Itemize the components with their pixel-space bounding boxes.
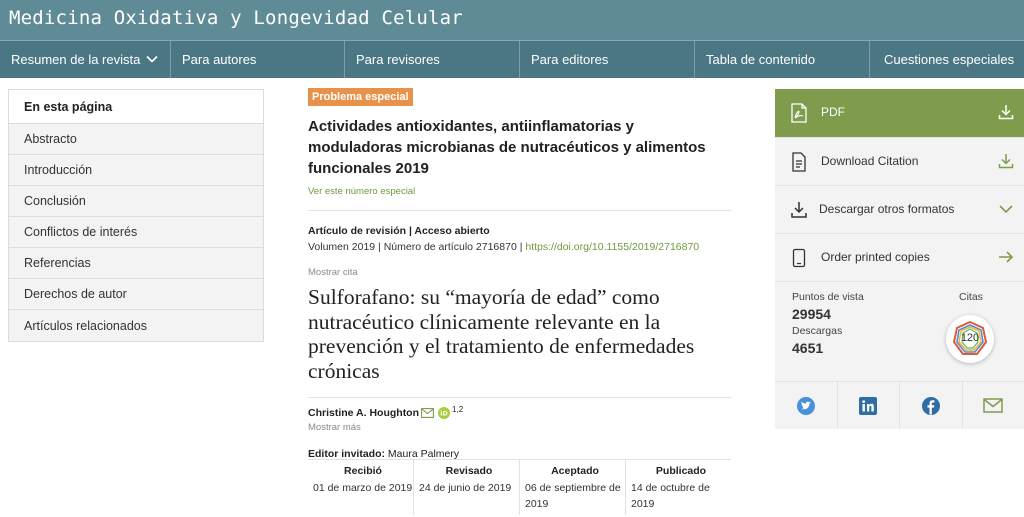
nav-special-issues[interactable] (870, 41, 1024, 78)
main-nav (0, 40, 1024, 78)
date-revised (414, 460, 520, 515)
download-icon (998, 104, 1014, 120)
page-toc (8, 89, 264, 342)
toc-item-copyright[interactable]: Derechos de autor (9, 279, 263, 310)
guest-editor-label: Editor invitado: (308, 448, 385, 460)
nav-for-authors[interactable] (171, 41, 345, 78)
orcid-icon[interactable] (438, 407, 450, 419)
toc-heading: En esta página (9, 90, 263, 124)
nav-journal-overview[interactable] (0, 41, 171, 78)
pdf-button[interactable] (775, 89, 1024, 137)
citation-icon (790, 152, 808, 172)
downloads-value: 4651 (792, 340, 824, 356)
nav-for-editors[interactable] (520, 41, 695, 78)
date-value: 24 de junio de 2019 (419, 482, 512, 494)
linkedin-icon (859, 397, 877, 415)
date-accepted (520, 460, 626, 515)
chevron-down-icon (146, 53, 158, 65)
order-printed-copies-button[interactable] (775, 233, 1024, 281)
share-twitter[interactable] (775, 382, 838, 429)
toc-item-references[interactable]: Referencias (9, 248, 263, 279)
other-formats-label: Descargar otros formatos (819, 202, 955, 216)
nav-label: Cuestiones especiales (884, 52, 1015, 67)
pdf-icon (790, 103, 808, 123)
volume-line (308, 241, 731, 253)
nav-label: Para autores (182, 52, 257, 67)
date-head: Recibió (344, 465, 382, 477)
nav-label: Tabla de contenido (706, 52, 816, 67)
citations-badge[interactable] (946, 315, 994, 363)
tablet-icon (790, 248, 808, 268)
toc-item-introduction[interactable]: Introducción (9, 155, 263, 186)
journal-header (0, 0, 1024, 40)
toc-item-conflicts[interactable]: Conflictos de interés (9, 217, 263, 248)
chevron-down-icon (998, 201, 1014, 217)
show-citation-link[interactable]: Mostrar cita (308, 267, 358, 278)
twitter-icon (796, 396, 816, 416)
author-line (308, 404, 731, 419)
svg-text:iD: iD (440, 409, 448, 418)
nav-label: Para revisores (356, 52, 440, 67)
special-issue-title: Actividades antioxidantes, antiinflamatorias y moduladoras microbianas de nutracéuticos y alimentos funcionales 2019 (308, 118, 706, 177)
date-head: Revisado (445, 465, 493, 477)
author-name[interactable]: Christine A. Houghton (308, 407, 420, 419)
download-icon (790, 200, 808, 220)
article-type: Artículo de revisión | Acceso abierto (308, 225, 490, 237)
date-head: Aceptado (551, 465, 599, 477)
date-value: 14 de octubre de 2019 (631, 482, 710, 510)
citations-label: Citas (959, 291, 983, 303)
share-bar (775, 381, 1024, 429)
views-label: Puntos de vista (792, 291, 864, 303)
arrow-right-icon (998, 249, 1014, 265)
views-value: 29954 (792, 306, 831, 322)
share-facebook[interactable] (900, 382, 963, 429)
date-value: 01 de marzo de 2019 (313, 482, 413, 494)
nav-table-of-contents[interactable] (695, 41, 870, 78)
divider (308, 397, 731, 398)
author-affiliation: 1,2 (452, 404, 464, 414)
download-citation-button[interactable] (775, 137, 1024, 185)
article-title: Sulforafano: su “mayoría de edad” como nutracéutico clínicamente relevante en la prevención y el tratamiento de enfermedades crónicas (308, 285, 695, 383)
doi-link[interactable]: https://doi.org/10.1155/2019/2716870 (525, 241, 700, 253)
toc-item-conclusion[interactable]: Conclusión (9, 186, 263, 217)
mail-icon (983, 398, 1003, 413)
date-value: 06 de septiembre de 2019 (525, 482, 621, 510)
date-published (626, 460, 731, 515)
article-main (308, 87, 731, 510)
share-email[interactable] (963, 382, 1024, 429)
article-sidebar (775, 89, 1024, 429)
toc-item-abstract[interactable]: Abstracto (9, 124, 263, 155)
guest-editor-name[interactable]: Maura Palmery (387, 448, 460, 460)
download-citation-label: Download Citation (821, 154, 919, 168)
nav-for-reviewers[interactable] (345, 41, 520, 78)
nav-label: Resumen de la revista (11, 52, 141, 67)
mail-icon[interactable] (421, 408, 434, 418)
divider (308, 210, 731, 211)
date-received (308, 460, 414, 515)
other-formats-button[interactable] (775, 185, 1024, 233)
share-linkedin[interactable] (838, 382, 901, 429)
facebook-icon (921, 396, 941, 416)
download-icon (998, 153, 1014, 169)
journal-title[interactable]: Medicina Oxidativa y Longevidad Celular (9, 7, 463, 29)
citations-value: 120 (960, 332, 980, 344)
date-head: Publicado (655, 465, 707, 477)
article-metrics (775, 281, 1024, 381)
special-issue-badge: Problema especial (308, 88, 413, 106)
downloads-label: Descargas (792, 325, 843, 337)
pdf-label: PDF (821, 105, 845, 119)
order-copies-label: Order printed copies (821, 250, 930, 264)
article-dates (308, 459, 731, 515)
nav-label: Para editores (531, 52, 609, 67)
view-special-issue-link[interactable]: Ver este número especial (308, 186, 416, 197)
toc-item-related[interactable]: Artículos relacionados (9, 310, 263, 341)
volume-text: Volumen 2019 | Número de artículo 2716870 | (308, 241, 526, 253)
show-more-link[interactable]: Mostrar más (308, 422, 361, 433)
